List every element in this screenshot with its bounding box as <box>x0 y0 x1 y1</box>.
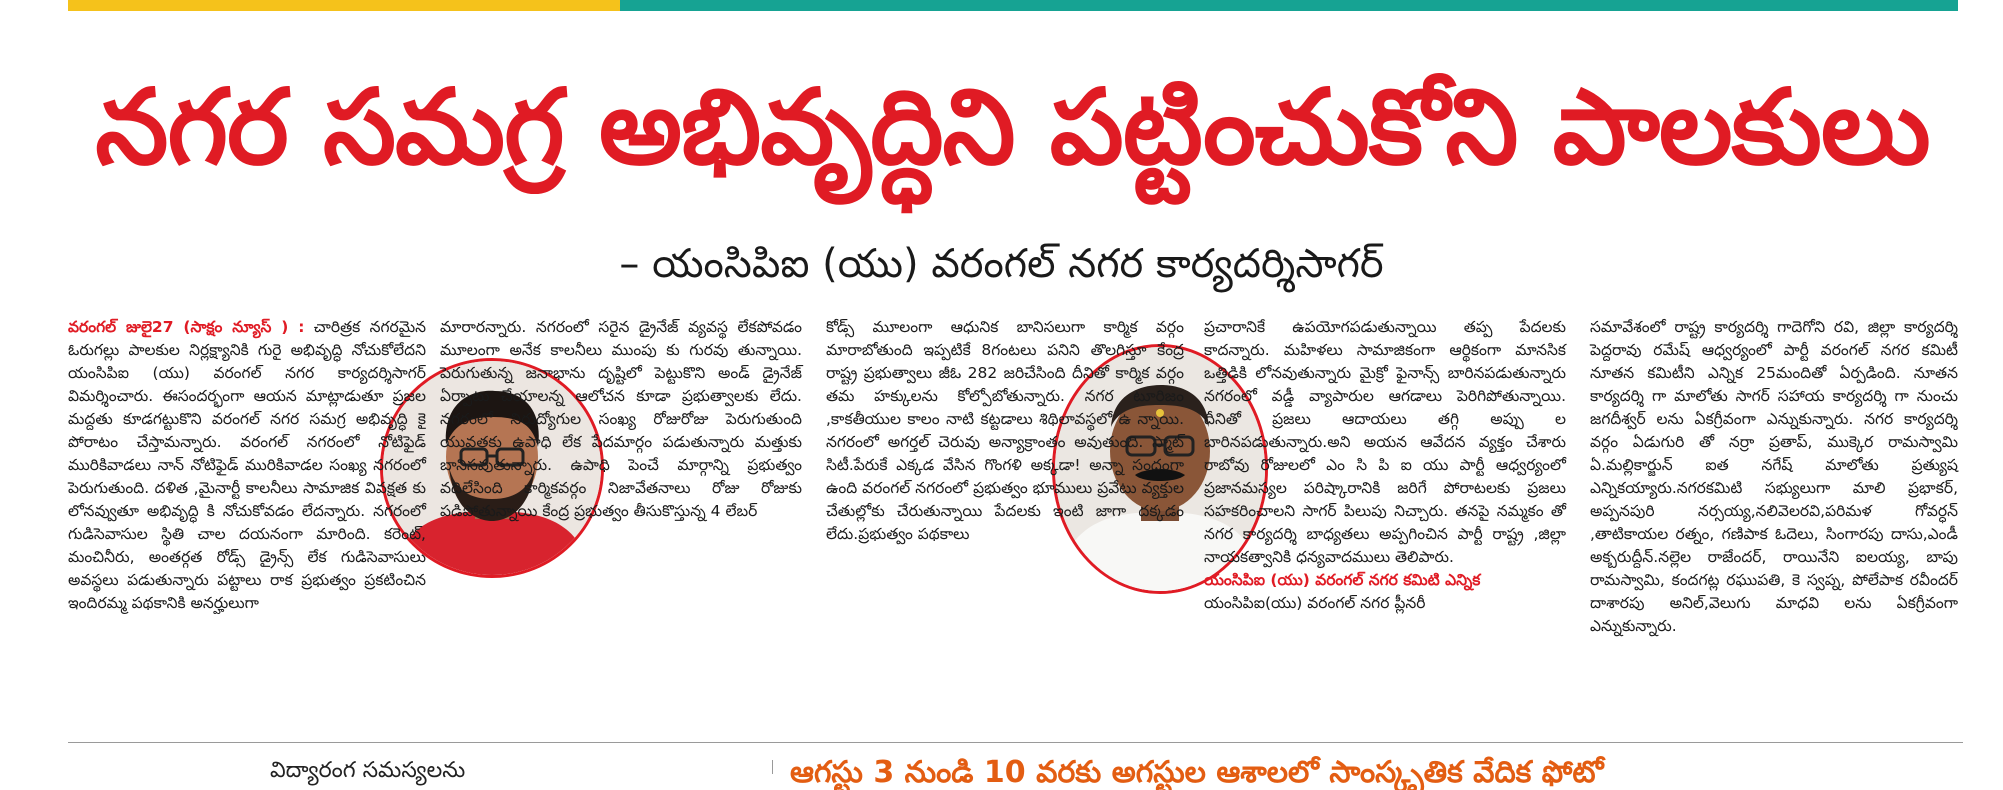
article-column-1 <box>68 316 426 615</box>
article-text-col1: చారిత్రక నగరమైన ఓరుగల్లు పాలకుల నిర్లక్ష్యానికి గురై అభివృద్ధి నోచుకోలేదని యంసిపిఐ (యు) వరంగల్ నగర కార్యదర్శిసాగర్ విమర్శించారు. ఈసందర్భంగా ఆయన మాట్లాడుతూ ప్రజల మద్దతు కూడగట్టుకొని వరంగల్ నగర సమగ్ర అభివృద్ధి కై పోరాటం చేస్తామన్నారు. వరంగల్ నగరంలో నోటిఫైడ్ మురికివాడలు నాన్ నోటిఫైడ్ మురికివాడల సంఖ్య నగరంలో పెరుగుతుంది. దళిత ,మైనార్టీ కాలనీలు సామాజిక వివక్షత కు లోనవ్వుతూ అభివృద్ధి కి నోచుకోవడం లేదన్నారు. నగరంలో గుడిసెవాసుల స్థితి చాల దయనంగా మారింది. కరెంట్, మంచినీరు, అంతర్గత రోడ్స్ డ్రైన్స్ లేక గుడిసెవాసులు అవస్థలు పడుతున్నారు పట్టాలు రాక ప్రభుత్వం ప్రకటించిన ఇందిరమ్మ పథకానికి అనర్హులుగా <box>68 318 427 612</box>
bottom-right-heading: ఆగస్టు 3 నుండి 10 వరకు అగస్టుల ఆశాలలో సాంస్కృతిక వేదిక ఫోటో <box>790 755 1604 790</box>
article-text-col2: మారారన్నారు. నగరంలో సరైన డ్రైనేజ్ వ్యవస్థ లేకపోవడం మూలంగా అనేక కాలనీలు ముంపు కు గురవు తున్నాయి. పెరుగుతున్న జనాభాను దృష్టిలో పెట్టుకొని అండ్ డ్రైనేజ్ ఏర్పాటు చేయాలన్న ఆలోచన కూడా ప్రభుత్వాలకు లేదు. నగరంలో నిరుద్యోగుల సంఖ్య రోజురోజు పెరుగుతుంది యువతకు ఉపాధి లేక పేదమార్గం పడుతున్నారు మత్తుకు బానిసవుతున్నారు. ఉపాధి పెంచే మార్గాన్ని ప్రభుత్వం వదిలేసింది కార్మికవర్గం నిజావేతనాలు రోజు రోజుకు పడిపోతున్నాయి కేంద్ర ప్రభుత్వం తీసుకొస్తున్న 4 లేబర్ <box>440 318 802 520</box>
subheadline: – యంసిపిఐ (యు) వరంగల్ నగర కార్యదర్శిసాగర్ <box>619 241 1384 287</box>
article-text-col4a: ప్రచారానికే ఉపయోగపడుతున్నాయి తప్ప పేదలకు కాదన్నారు. మహిళలు సామాజికంగా ఆర్థికంగా మానసిక ఒత్తిడికి లోనవుతున్నారు మైక్రో ఫైనాన్స్ బారినపడుతున్నారు నగరంలో వడ్డీ వ్యాపారుల ఆగడాలు పెరిగిపోతున్నాయి. దీనితో ప్రజలు ఆదాయలు తగ్గి అప్పు ల బారినపడుతున్నారు.అని అయన ఆవేదన వ్యక్తం చేశారు రాబోవు రోజులలో ఎం సి పి ఐ యు పార్టీ ఆధ్వర్యంలో ప్రజానమస్యల పరిష్కారానికి జరిగే పోరాటలకు ప్రజలు సహకరించాలని సాగర్ పిలుపు నిచ్చారు. తనపై నమ్మకం తో నగర కార్యదర్శి బాధ్యతలు అప్పగించిన పార్టీ రాష్ట్ర ,జిల్లా నాయకత్వానికి ధన్యవాదములు తెలిపారు. <box>1204 318 1566 566</box>
horizontal-divider <box>68 742 1963 743</box>
article-column-2 <box>440 316 802 523</box>
article-column-4 <box>1204 316 1566 615</box>
headline: నగర సమగ్ర అభివృద్ధిని పట్టించుకోని పాలకులు <box>95 66 1930 188</box>
dateline: వరంగల్ జులై27 (సాక్షం న్యూస్ ) : <box>68 318 305 336</box>
vertical-divider <box>772 760 773 774</box>
yellow-bar-segment <box>68 0 620 11</box>
article-column-5 <box>1590 316 1958 638</box>
article-column-3 <box>826 316 1184 546</box>
top-color-bar <box>68 0 1958 11</box>
article-text-col3: కోడ్స్ మూలంగా ఆధునిక బానిసలుగా కార్మిక వర్గం మారాబోతుంది ఇప్పటికే 8గంటలు పనిని తొలగిస్తూ కేంద్ర రాష్ట్ర ప్రభుత్వాలు జీఓ 282 జరిచేసింది దీనితో కార్మిక వర్గం తమ హక్కులను కోల్పోబోతున్నారు. నగర టూరిజం ,కాకతీయుల కాలం నాటి కట్టడాలు శిథిలావస్థలో ఉ న్నాయి. నగరంలో అగర్తల్ చెరువు అన్యాక్రాంతం అవుతుంది. స్మాట్ సిటీ.పేరుకే ఎక్కడ వేసిన గొంగళి అక్కడా! అన్నా సందంగా ఉంది వరంగల్ నగరంలో ప్రభుత్వం భూములు ప్రవేటు వ్యక్తుల చేతుల్లోకు చేరుతున్నాయి పేదలకు ఇంటి జాగా దక్కడం లేదు.ప్రభుత్వం పథకాలు <box>826 318 1184 543</box>
teal-bar-segment <box>620 0 1958 11</box>
article-text-col5: సమావేశంలో రాష్ట్ర కార్యదర్శి గాదెగోని రవి, జిల్లా కార్యదర్శి పెద్దరావు రమేష్ ఆధ్వర్యంలో పార్టీ వరంగల్ నగర కమిటీ నూతన కమిటీని ఎన్నిక 25మందితో ఏర్పడింది. నూతన కార్యదర్శి గా మాలోతు సాగర్ సహాయ కార్యదర్శి గా నుంచు జగదీశ్వర్ లను ఏకగ్రీవంగా ఎన్నుకున్నారు. నగర కార్యదర్శి వర్గం ఏడుగురి తో నర్రా ప్రతాప్, ముక్కెర రామస్వామి ఏ.మల్లికార్జున్ ఐత నగేష్ మాలోతు ప్రత్యుష ఎన్నికయ్యారు.నగరకమిటి సభ్యులుగా మాలి ప్రభాకర్, అప్పనపురి నర్సయ్య,నలివెలరవి,పరిమళ గోవర్ధన్ ,తాటికాయల రత్నం, గణిపాక ఓదెలు, సింగారపు దాసు,ఎండీ అక్బరుద్దీన్.నల్లెల రాజేందర్, రాయినేని ఐలయ్య, బాపు రామస్వామి, కందగట్ల రఘుపతి, కె స్వప్న, పోలేపాక రవీందర్ దాశారపు అనిల్,వెలుగు మాధవి లను ఏకగ్రీవంగా ఎన్నుకున్నారు. <box>1590 318 1958 635</box>
article-text-col4b: యంసిపిఐ(యు) వరంగల్ నగర ప్లీనరీ <box>1204 594 1426 612</box>
bottom-left-heading: విద్యారంగ సమస్యలను <box>270 758 466 783</box>
section-subheading: యంసిపిఐ (యు) వరంగల్ నగర కమిటి ఎన్నిక <box>1204 571 1481 589</box>
